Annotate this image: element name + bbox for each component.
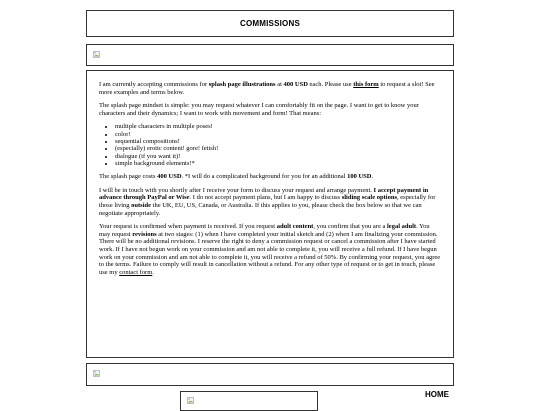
top-banner-image [86,44,454,66]
payment-paragraph: I will be in touch with you shortly after I receive your form to discuss your request and arrange payment. I accept payment in advance through PayPal or Wise. I do not accept payment plans, but I am happy to discuss sliding scale options, especially for those living outside the UK, EU, US, Canada, or Australia. If this applies to you, please check the box below so that we can negotiate appropriately. [99,186,436,217]
list-item: • (especially) erotic content! gore! fetish! [115,145,441,152]
bottom-banner-image [86,363,454,386]
features-list [99,123,441,167]
page-title: COMMISSIONS [240,19,300,28]
contact-form-link[interactable]: contact form [119,268,153,276]
intro-paragraph: I am currently accepting commissions for splash page illustrations at 400 USD each. Please use this form to request a slot! See more examples and terms below. [99,81,435,96]
list-item: • color! [115,131,441,138]
broken-image-icon [93,51,100,58]
list-item: • simple background elements!* [115,160,441,167]
list-item: • sequential compositions! [115,138,441,145]
preview-image [180,391,318,411]
home-link[interactable]: HOME [425,390,449,399]
commission-info-panel [86,70,454,358]
terms-paragraph: Your request is confirmed when payment is received. If you request adult content, you confirm that you are a legal adult. You may request revisions at two stages: (1) when I have completed your initial sketch and (2) when I am finalizing your commission. There will be no additional revisions. I reserve the right to deny a commission request or cancel a commission after I have started work. If I have not begun work on your commission and am not able to complete it, you will receive a full refund. If I have begun work on your commission and am not able to complete it, you will receive a refund of 50%. By confirming your request, you agree to the terms. Failure to comply will result in cancellation without a refund. For any other type of request or to get in touch, please use my contact form. [99,223,441,276]
broken-image-icon [187,397,194,404]
pricing-paragraph: The splash page costs 400 USD. *I will do a complicated background for you for an additional 100 USD. [99,173,374,181]
list-item: • dialogue (if you want it)! [115,153,441,160]
mindset-paragraph: The splash page mindset is simple: you may request whatever I can comfortably fit on the page. I want to get to know your characters and their dynamics; I want to work with movement and form! That means: [99,102,419,117]
request-form-link[interactable]: this form [353,81,379,88]
list-item: • multiple characters in multiple poses! [115,123,441,130]
broken-image-icon [93,370,100,377]
title-panel [86,10,454,37]
